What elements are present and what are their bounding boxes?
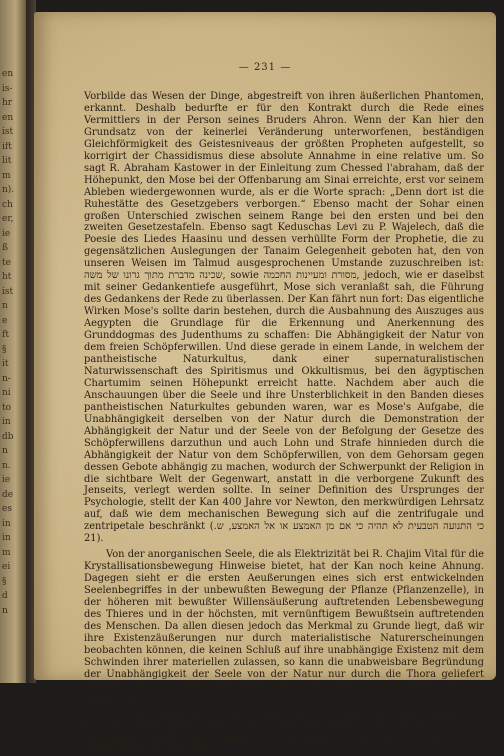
left-page-fragment: ß bbox=[2, 243, 9, 253]
paragraph-1: Vorbilde das Wesen der Dinge, abgestreift von ihren äußerlichen Phantomen, erkannt. Deshalb bedurfte er für den Kontrakt durch die Rede eines Vermittlers in der Person seines Bruders Ahron. Wenn der Kan hier den Grundsatz von der keinerlei Veränderung unterworfenen, beständigen Gleichförmigkeit des Geistesniveaus der größten Propheten aufgestellt, so korrigirt der Chassidismus diese absolute Annahme in eine relative um. So sagt R. Abraham Kastower in der Einleitung zum Chessed l'abraham, daß der Höhepunkt, den Mose bei der Offenbarung am Sinai erreichte, erst vor seinem Ableben wiedergewonnen wurde, als er die Worte sprach: „Denn dort ist die Ruhestätte des Gesetzgebers verborgen.“ Ebenso macht der Sohar einen großen Unterschied zwischen seinem Range bei den ersten und bei den zweiten Gesetzestafeln. Ebenso sagt Keduschas Levi zu P. Wajelech, daß die Poesie des Liedes Haasinu und dessen verhüllte Form der Prophetie, die zu gegensätzlichen Auslegungen der Tanaim Gelegenheit geboten hat, den von unseren Weisen im Talmud ausgesprochenen Umstande zuzuschreiben ist: שכינה מדברת מתוך גרונו של משה, sowie מסורת ומעיינות החכמה, jedoch, wie er daselbst mit seiner Gedankentiefe ausgeführt, Mose sich veranlaßt sah, die Führung des Gedankens der Rede zu überlassen. Der Kan fährt nun fort: Das eigentliche Wirken Mose's sollte darin bestehen, durch die Ausbahnung des Auszuges aus Aegypten die Grundlage für die Erkennung und Anerkennung des Grunddogmas des Judenthums zu schaffen: Die Abhängigkeit der Natur von dem freien Schöpferwillen. Und diese gerade in einem Lande, in welchem der pantheistische Naturkultus, dank einer supernaturalistischen Naturwissenschaft des Spiritismus und Okkultismus, bei den ägyptischen Chartumim seinen Höhepunkt erreicht hatte. Nachdem aber auch die Anschauungen über die Seele und ihre Unsterblichkeit in den Banden dieses pantheistischen Naturkultes gebunden waren, war es Mose's Aufgabe, die Unabhängigkeit derselben von der Natur durch die Demonstration der Abhängigkeit der Natur und der Seele von der Befolgung der Gesetze des Schöpferwillens darzuthun und auch Lohn und Strafe hinnieden durch die Abhängigkeit der Natur von dem Schöpferwillen, von dem Gehorsam gegen dessen Gebote abhängig zu machen, wodurch der Schwerpunkt der Religion in die sichtbare Welt der Gegenwart, anstatt in die verborgene Zukunft des Jenseits, verlegt werden sollte. In seiner Definition des Ursprunges der Psychologie, stellt der Kan 400 Jahre vor Newton, den merkwürdigen Lehrsatz auf, daß wie dem mechanischen Bewegung sich auf die zentrifugale und zentripetale beschränkt (כי התנועה הטבעית לא תהיה כי אם מן האמצע או אל האמצע, ש. 21). bbox=[84, 91, 485, 545]
left-page-fragment: in bbox=[2, 518, 11, 529]
left-page-fragment: n bbox=[2, 301, 8, 311]
left-page-fragment: n bbox=[2, 605, 8, 616]
left-page-fragment: n- bbox=[2, 373, 11, 384]
paragraph-3: Die Chassidimlehrer stellen den Grundsatz auf, daß man unsere alle Literatur ihrem inneren Wesen nach ohne den Schlüssel des Ideenkreises des Balschemtow und seiner Schüler entweder garnicht oder nur sehr äußerlich in rohen Umrissen aus dem bbox=[84, 708, 484, 756]
left-page-fragment: es bbox=[2, 504, 12, 514]
left-page-fragment: er, bbox=[2, 214, 14, 224]
left-page-fragment: to bbox=[2, 402, 12, 413]
left-page-fragment: en bbox=[2, 69, 14, 79]
left-page-fragment: ei bbox=[2, 562, 11, 572]
left-page-fragment: n bbox=[2, 446, 8, 456]
left-page-fragment: ht bbox=[2, 272, 12, 282]
left-page-fragment: ift bbox=[2, 141, 12, 152]
left-page-fragment: n). bbox=[2, 185, 15, 195]
left-page-fragment: d bbox=[2, 591, 8, 601]
left-page-fragment: en bbox=[2, 112, 14, 123]
left-page-fragment: ni bbox=[2, 388, 11, 398]
left-page-fragment: § bbox=[2, 576, 7, 587]
left-page-fragment: ist bbox=[2, 127, 14, 137]
left-page-fragment: e bbox=[2, 315, 8, 326]
left-page-fragment: te bbox=[2, 257, 11, 268]
page-body bbox=[84, 91, 484, 756]
left-page-fragment: lit bbox=[2, 156, 12, 166]
left-page-fragment: de bbox=[2, 489, 14, 500]
left-page-fragment: m bbox=[2, 170, 11, 181]
left-page-fragment: ist bbox=[2, 286, 14, 297]
left-page-fragment: ie bbox=[2, 228, 11, 239]
left-page-edge bbox=[0, 0, 26, 683]
left-page-fragment: n. bbox=[2, 460, 11, 471]
left-page-fragment: m bbox=[2, 547, 11, 558]
left-page-fragment: in bbox=[2, 417, 11, 427]
book-page bbox=[34, 12, 496, 756]
left-page-fragment: ie bbox=[2, 475, 11, 485]
left-page-fragment: § bbox=[2, 344, 7, 355]
page-number: — 231 — bbox=[238, 62, 292, 73]
left-page-fragment: is- bbox=[2, 83, 13, 94]
left-page-fragment: ch bbox=[2, 199, 13, 210]
left-page-fragment: ft bbox=[2, 330, 9, 340]
left-page-fragment: it bbox=[2, 359, 9, 369]
left-page-fragment: in bbox=[2, 533, 11, 543]
left-page-fragment: db bbox=[2, 431, 14, 442]
paragraph-2: Von der anorganischen Seele, die als Elektrizität bei R. Chajim Vital für die Krystallisationsbewegung Hinweise bietet, hat der Kan noch keine Ahnung. Dagegen sieht er die ersten Aeußerungen eines sich erst entwickelnden Seelenbegriffes in der unbewußten Bewegung der Pflanze (Pflanzenzelle), in der höheren mit bewußter Willensäußerung auftretenden Lebensbewegung des Thieres und in der höchsten, mit vernünftigem Bewußtsein auftretenden des Menschen. Da allen diesen jedoch das Merkmal zu Grunde liegt, daß wir ihre Existenzäußerungen nur durch materialistische Naturerscheinungen beobachten können, die keinen Schluß auf ihre unabhängige Existenz mit dem Schwinden ihrer materiellen zulassen, so kann die unabweisbare Begründung der Unabhängigkeit der Seele von der Natur nur durch die Thora geliefert werden, die ihre Herrschaft über die Natur durch das Auftreten Mose's manifestirt. bbox=[84, 549, 484, 704]
left-page-fragment: hr bbox=[2, 98, 13, 108]
